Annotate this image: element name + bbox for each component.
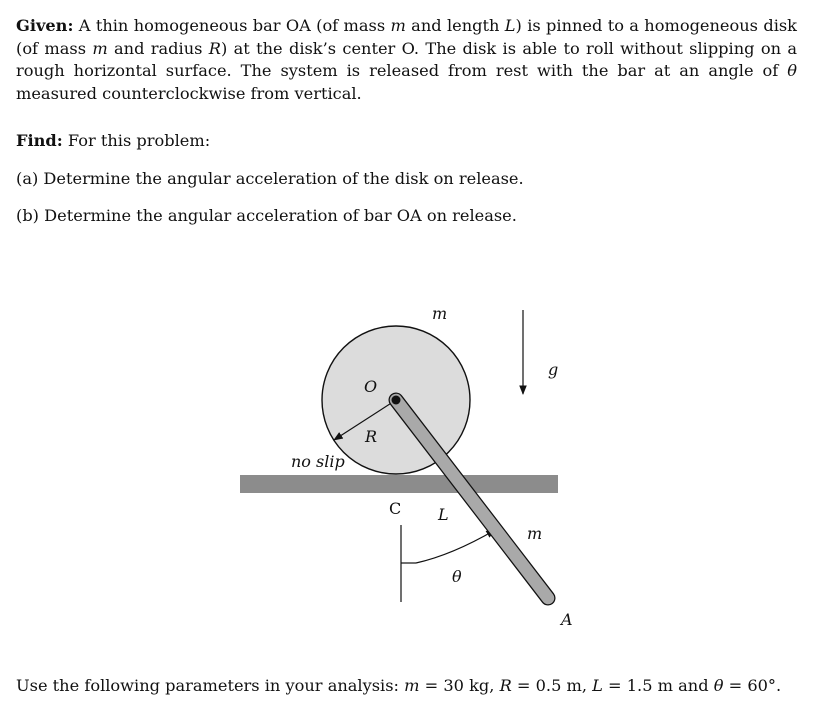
label-A: A: [561, 610, 573, 629]
parameters-line: [16, 675, 797, 698]
theta-arc-arrow: [416, 530, 495, 563]
params-symbol-theta: θ: [713, 676, 724, 695]
label-no-slip: no slip: [291, 452, 345, 471]
params-text-1: Use the following parameters in your analysis:: [16, 676, 405, 695]
given-heading: Given:: [16, 16, 74, 35]
given-text-4: and radius: [107, 38, 209, 58]
label-L: L: [438, 505, 449, 524]
params-text-4: = 1.5 m and: [602, 676, 714, 695]
given-text-6: measured counterclockwise from vertical.: [16, 83, 362, 103]
given-text-2: and length: [405, 16, 505, 35]
given-symbol-theta: θ: [787, 61, 797, 80]
given-symbol-m: m: [390, 16, 406, 35]
label-theta: θ: [452, 567, 462, 586]
params-text-5: = 60°.: [723, 676, 782, 695]
ground-surface: [240, 475, 558, 493]
part-a: (a) Determine the angular acceleration of the disk on release.: [16, 169, 524, 188]
params-text-3: = 0.5 m,: [511, 676, 593, 695]
given-symbol-R: R: [208, 38, 221, 58]
label-O: O: [364, 377, 378, 396]
given-symbol-m-disk: m: [92, 38, 108, 58]
params-symbol-m: m: [404, 676, 420, 695]
bar-OA: [396, 400, 548, 598]
label-C: C: [389, 499, 402, 518]
params-symbol-L: L: [592, 676, 603, 695]
given-symbol-L: L: [504, 16, 516, 35]
given-text-3: ) is pinned to a homogeneous disk (of mass: [16, 16, 797, 58]
part-b: (b) Determine the angular acceleration of bar OA on release.: [16, 206, 517, 225]
label-g: g: [548, 360, 559, 379]
given-text-5: ) at the disk’s center O. The disk is able to roll without slipping on a rough horizontal surface. The system is released from rest with the bar at an angle of: [16, 38, 797, 80]
label-bar-mass: m: [527, 524, 543, 543]
label-R: R: [365, 427, 378, 446]
find-text: For this problem:: [62, 131, 211, 150]
params-text-2: = 30 kg,: [419, 676, 500, 695]
label-disk-mass: m: [432, 304, 448, 323]
given-text-1: A thin homogeneous bar OA (of mass: [73, 16, 391, 35]
params-symbol-R: R: [499, 676, 512, 695]
find-heading: Find:: [16, 131, 63, 150]
pin-O: [392, 396, 401, 405]
